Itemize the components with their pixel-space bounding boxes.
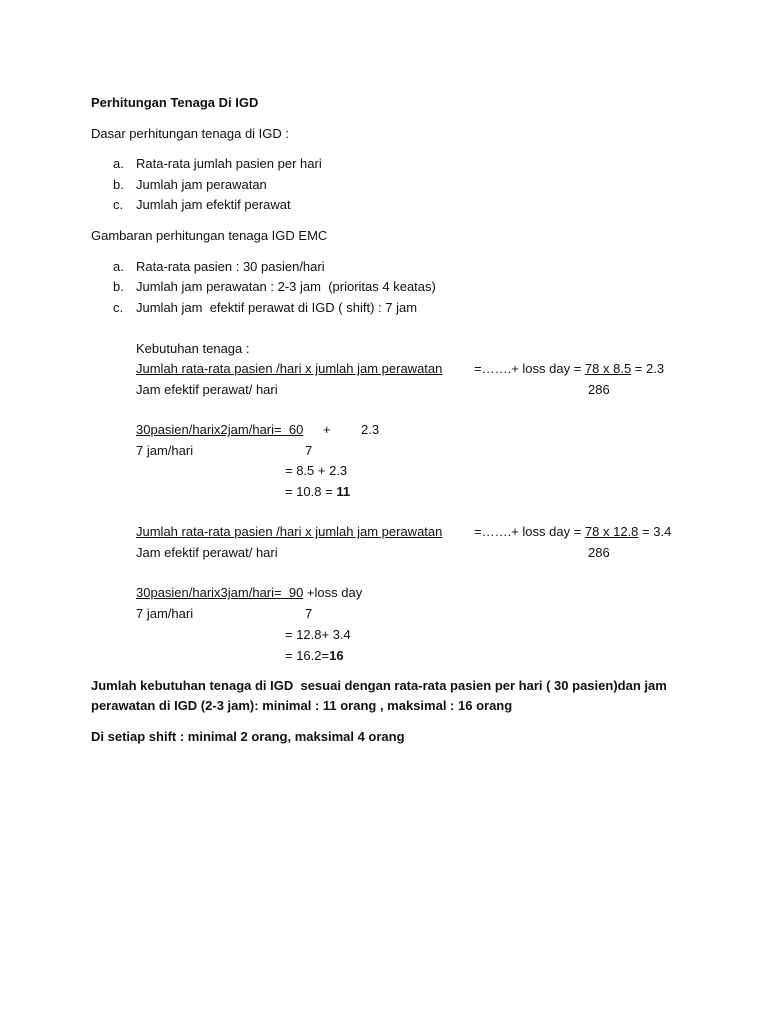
formula-numerator: Jumlah rata-rata pasien /hari x jumlah jam perawatan: [136, 524, 443, 539]
formula-denominator: Jam efektif perawat/ hari: [136, 382, 278, 397]
page-title: Perhitungan Tenaga Di IGD: [91, 95, 259, 110]
list-marker: c.: [113, 300, 124, 315]
summary-line-1: Jumlah kebutuhan tenaga di IGD sesuai dengan rata-rata pasien per hari ( 30 pasien)dan jam: [91, 678, 667, 693]
list-marker: c.: [113, 197, 124, 212]
list-marker: b.: [113, 177, 124, 192]
summary-line-2: perawatan di IGD (2-3 jam): minimal : 11 orang , maksimal : 16 orang: [91, 698, 513, 713]
list-item: Jumlah jam perawatan : 2-3 jam (prioritas 4 keatas): [136, 279, 436, 294]
example-numerator: 30pasien/harix2jam/hari= 60: [136, 422, 304, 437]
formula-loss-day: =…….+ loss day = 78 x 12.8 = 3.4: [474, 524, 672, 539]
formula-loss-day: =…….+ loss day = 78 x 8.5 = 2.3: [474, 361, 665, 376]
list-item: Jumlah jam perawatan: [136, 177, 267, 192]
calc-result: = 10.8 = 11: [285, 484, 351, 499]
need-label: Kebutuhan tenaga :: [136, 341, 250, 356]
list-marker: a.: [113, 259, 124, 274]
example-plus: +: [323, 422, 331, 437]
formula-numerator: Jumlah rata-rata pasien /hari x jumlah jam perawatan: [136, 361, 443, 376]
list-item: Jumlah jam efektif perawat: [136, 197, 291, 212]
example-denominator: 7 jam/hari: [136, 606, 194, 621]
list-marker: a.: [113, 156, 124, 171]
list-item: Rata-rata jumlah pasien per hari: [136, 156, 322, 171]
formula-denominator: Jam efektif perawat/ hari: [136, 545, 278, 560]
section1-heading: Dasar perhitungan tenaga di IGD :: [91, 126, 290, 141]
section2-heading: Gambaran perhitungan tenaga IGD EMC: [91, 228, 328, 243]
list-marker: b.: [113, 279, 124, 294]
example-denominator-value: 7: [305, 443, 313, 458]
loss-denominator: 286: [588, 382, 610, 397]
list-item: Jumlah jam efektif perawat di IGD ( shift) : 7 jam: [136, 300, 418, 315]
example-numerator-line: 30pasien/harix3jam/hari= 90 +loss day: [136, 585, 363, 600]
shift-summary: Di setiap shift : minimal 2 orang, maksimal 4 orang: [91, 729, 405, 744]
loss-denominator: 286: [588, 545, 610, 560]
calc-result: = 16.2=16: [285, 648, 344, 663]
example-loss: 2.3: [361, 422, 380, 437]
calc-step: = 8.5 + 2.3: [285, 463, 348, 478]
list-item: Rata-rata pasien : 30 pasien/hari: [136, 259, 325, 274]
example-denominator-value: 7: [305, 606, 313, 621]
example-denominator: 7 jam/hari: [136, 443, 194, 458]
calc-step: = 12.8+ 3.4: [285, 627, 351, 642]
